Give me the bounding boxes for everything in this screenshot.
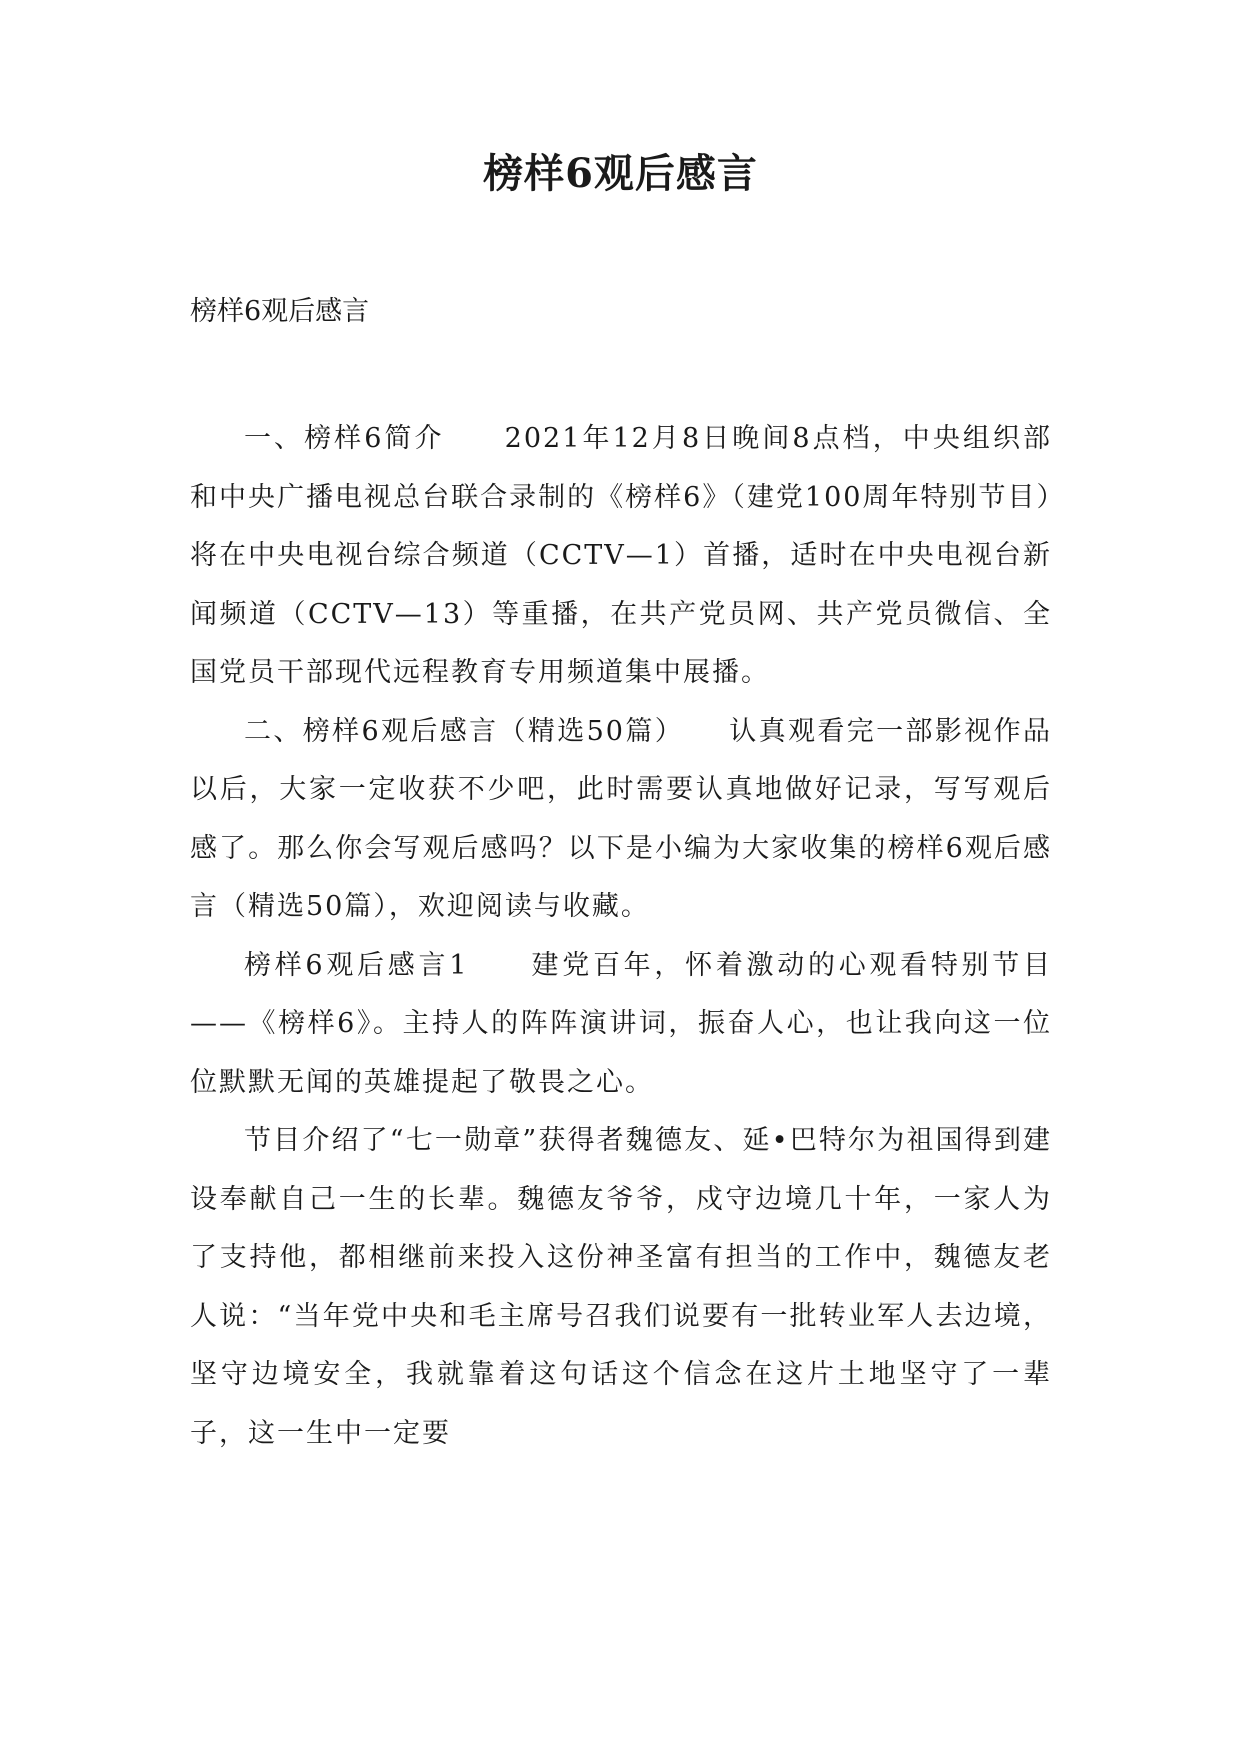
document-body xyxy=(190,410,1052,1463)
document-subtitle: 榜样6观后感言 xyxy=(190,296,370,327)
paragraph-essay-1-continued: 节目介绍了“七一勋章”获得者魏德友、延•巴特尔为祖国得到建设奉献自己一生的长辈。魏德友爷爷，戍守边境几十年，一家人为了支持他，都相继前来投入这份神圣富有担当的工作中，魏德友老人说：“当年党中央和毛主席号召我们说要有一批转业军人去边境，坚守边境安全，我就靠着这句话这个信念在这片土地坚守了一辈子，这一生中一定要 xyxy=(190,1125,1052,1449)
paragraph-intro: 一、榜样6简介 2021年12月8日晚间8点档，中央组织部和中央广播电视总台联合录制的《榜样6》（建党100周年特别节目）将在中央电视台综合频道（CCTV—1）首播，适时在中央电视台新闻频道（CCTV—13）等重播，在共产党员网、共产党员微信、全国党员干部现代远程教育专用频道集中展播。 xyxy=(190,423,1052,688)
document-title: 榜样6观后感言 xyxy=(483,150,758,197)
paragraph-section-two: 二、榜样6观后感言（精选50篇） 认真观看完一部影视作品以后，大家一定收获不少吧，此时需要认真地做好记录，写写观后感了。那么你会写观后感吗？以下是小编为大家收集的榜样6观后感言（精选50篇），欢迎阅读与收藏。 xyxy=(190,715,1052,922)
paragraph-essay-1: 榜样6观后感言1 建党百年，怀着激动的心观看特别节目——《榜样6》。主持人的阵阵演讲词，振奋人心，也让我向这一位位默默无闻的英雄提起了敬畏之心。 xyxy=(190,949,1052,1098)
